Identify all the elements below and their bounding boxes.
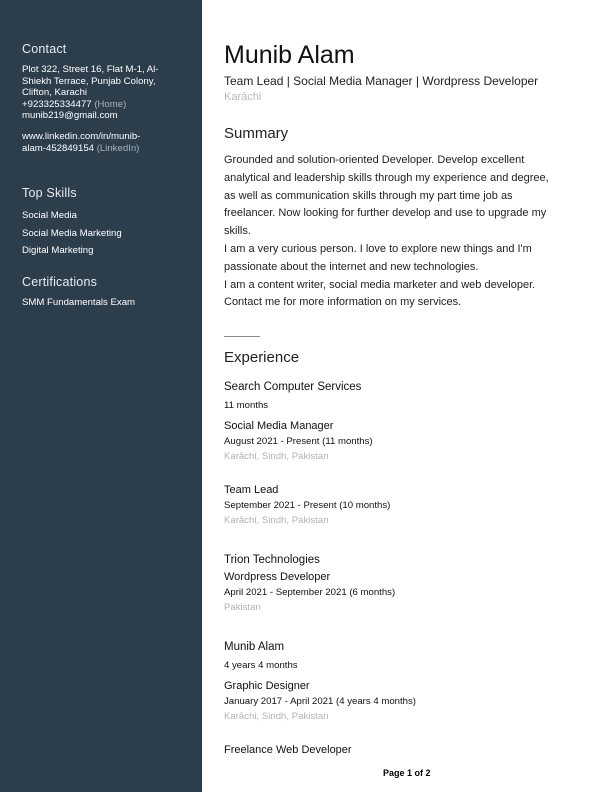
contact-section xyxy=(22,42,192,154)
certifications-heading: Certifications xyxy=(22,275,98,289)
phone-number: +923325334477 xyxy=(22,98,92,110)
phone-type: (Home) xyxy=(94,98,127,110)
page-number: Page 1 of 2 xyxy=(383,768,431,778)
summary-line: skills. xyxy=(224,225,251,238)
role-dates: April 2021 - September 2021 (6 months) xyxy=(224,587,396,598)
contact-address xyxy=(22,64,192,122)
skills-list xyxy=(22,207,192,260)
role-title: Wordpress Developer xyxy=(224,571,331,583)
role-dates: January 2017 - April 2021 (4 years 4 months) xyxy=(224,696,416,707)
certifications-section xyxy=(22,275,192,309)
header-location: Karāchi xyxy=(224,91,262,103)
summary-text xyxy=(224,152,586,312)
summary-line: analytical and leadership skills through my experience and degree, xyxy=(224,171,549,184)
summary-line: Contact me for more information on my services. xyxy=(224,296,462,309)
company-name: Search Computer Services xyxy=(224,381,362,393)
linkedin-line[interactable]: alam-452849154 xyxy=(22,142,95,154)
summary-heading: Summary xyxy=(224,125,289,142)
section-divider xyxy=(224,336,260,337)
role-title: Graphic Designer xyxy=(224,680,310,692)
skill-item: Social Media xyxy=(22,210,77,221)
role-location: Karāchi, Sindh, Pakistan xyxy=(224,451,329,462)
role-title: Freelance Web Developer xyxy=(224,744,352,756)
contact-linkedin[interactable] xyxy=(22,131,192,154)
top-skills-section xyxy=(22,186,192,260)
linkedin-type: (LinkedIn) xyxy=(96,142,140,154)
role-location: Pakistan xyxy=(224,602,261,613)
role-dates: September 2021 - Present (10 months) xyxy=(224,500,391,511)
role-dates: August 2021 - Present (11 months) xyxy=(224,436,373,447)
address-line: Clifton, Karachi xyxy=(22,87,88,99)
headline: Team Lead | Social Media Manager | Wordpress Developer xyxy=(224,74,539,88)
company-name: Munib Alam xyxy=(224,641,285,653)
role-title: Social Media Manager xyxy=(224,420,334,432)
contact-email[interactable]: munib219@gmail.com xyxy=(22,110,118,122)
company-duration: 11 months xyxy=(224,400,269,411)
contact-phone xyxy=(22,99,192,111)
linkedin-line[interactable]: www.linkedin.com/in/munib- xyxy=(22,130,141,142)
experience-heading: Experience xyxy=(224,349,300,366)
company-name: Trion Technologies xyxy=(224,554,320,566)
candidate-name: Munib Alam xyxy=(224,41,355,69)
summary-line: Grounded and solution-oriented Developer. Develop excellent xyxy=(224,154,525,166)
sidebar xyxy=(0,0,202,792)
summary-line: as well as communication skills through my part time job as xyxy=(224,189,513,202)
linkedin-line-2[interactable] xyxy=(22,143,192,155)
summary-line: I am a very curious person. I love to explore new things and I'm xyxy=(224,242,532,255)
skill-item: Social Media Marketing xyxy=(22,227,122,239)
summary-line: passionate about the internet and new technologies. xyxy=(224,260,479,273)
contact-heading: Contact xyxy=(22,42,67,56)
role-title: Team Lead xyxy=(224,484,279,496)
role-location: Karāchi, Sindh, Pakistan xyxy=(224,711,329,722)
company-duration: 4 years 4 months xyxy=(224,660,298,671)
summary-line: I am a content writer, social media marketer and web developer. xyxy=(224,278,536,291)
top-skills-heading: Top Skills xyxy=(22,186,77,200)
role-location: Karāchi, Sindh, Pakistan xyxy=(224,515,329,526)
address-line: Plot 322, Street 16, Flat M-1, Al- xyxy=(22,64,159,75)
summary-line: freelancer. Now looking for further develop and use to upgrade my xyxy=(224,207,547,220)
address-line: Shiekh Terrace, Punjab Colony, xyxy=(22,75,156,87)
skill-item: Digital Marketing xyxy=(22,245,94,256)
certification-item: SMM Fundamentals Exam xyxy=(22,297,136,308)
